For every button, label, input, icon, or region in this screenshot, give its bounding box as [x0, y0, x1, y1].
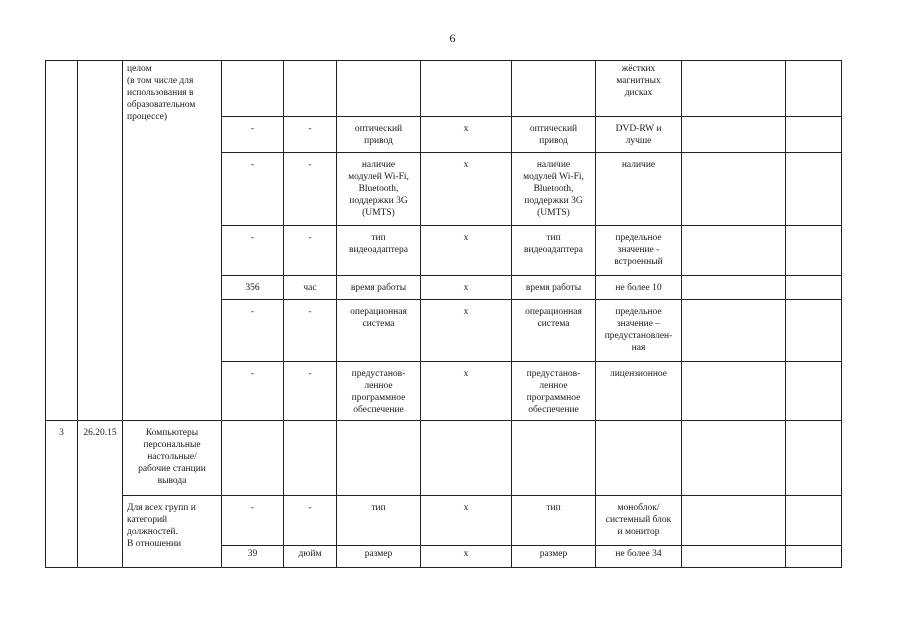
cell-empty: [682, 496, 786, 546]
cell-empty: [682, 61, 786, 117]
cell-code: -: [222, 362, 284, 421]
cell-empty: [512, 421, 596, 496]
cell-description: целом (в том числе для использования в образовательном процессе): [123, 61, 222, 421]
cell-empty: [682, 226, 786, 276]
cell-value: x: [421, 496, 512, 546]
cell-empty: [786, 61, 842, 117]
cell-empty: [284, 421, 337, 496]
cell-unit: дюйм: [284, 546, 337, 568]
cell-requirement: наличие: [596, 153, 682, 226]
cell-code: -: [222, 226, 284, 276]
requirements-table: [45, 60, 842, 568]
cell-okpd: [78, 61, 123, 421]
cell-okpd: 26.20.15: [78, 421, 123, 568]
cell-empty: [786, 300, 842, 362]
cell-num: [46, 61, 78, 421]
cell-characteristic-2: размер: [512, 546, 596, 568]
cell-code: 356: [222, 276, 284, 300]
cell-empty: [786, 546, 842, 568]
cell-characteristic-2: время работы: [512, 276, 596, 300]
cell-characteristic: оптический привод: [337, 117, 421, 153]
cell-unit: час: [284, 276, 337, 300]
cell-characteristic-2: [512, 61, 596, 117]
table-row: [46, 421, 842, 496]
cell-empty: [786, 496, 842, 546]
cell-requirement: не более 10: [596, 276, 682, 300]
cell-empty: [682, 421, 786, 496]
cell-unit: -: [284, 117, 337, 153]
cell-product-name: Компьютеры персональные настольные/ рабочие станции вывода: [123, 421, 222, 496]
table-row: [46, 496, 842, 546]
cell-value: x: [421, 226, 512, 276]
cell-unit: -: [284, 362, 337, 421]
cell-code: 39: [222, 546, 284, 568]
cell-value: x: [421, 153, 512, 226]
cell-num: 3: [46, 421, 78, 568]
cell-empty: [786, 226, 842, 276]
cell-characteristic-2: наличие модулей Wi-Fi, Bluetooth, поддержки 3G (UMTS): [512, 153, 596, 226]
cell-characteristic: операционная система: [337, 300, 421, 362]
cell-requirement: предельное значение – предустановлен- ная: [596, 300, 682, 362]
cell-unit: -: [284, 496, 337, 546]
cell-requirement: не более 34: [596, 546, 682, 568]
cell-characteristic: размер: [337, 546, 421, 568]
cell-characteristic-2: тип видеоадаптера: [512, 226, 596, 276]
cell-characteristic: предустанов- ленное программное обеспечение: [337, 362, 421, 421]
cell-requirement: моноблок/ системный блок и монитор: [596, 496, 682, 546]
cell-empty: [786, 362, 842, 421]
cell-empty: [786, 421, 842, 496]
cell-characteristic: тип: [337, 496, 421, 546]
cell-unit: [284, 61, 337, 117]
cell-value: x: [421, 362, 512, 421]
cell-unit: -: [284, 226, 337, 276]
cell-empty: [682, 300, 786, 362]
cell-empty: [682, 153, 786, 226]
cell-code: -: [222, 117, 284, 153]
cell-requirement: DVD-RW и лучше: [596, 117, 682, 153]
cell-characteristic: наличие модулей Wi-Fi, Bluetooth, поддержки 3G (UMTS): [337, 153, 421, 226]
cell-characteristic: время работы: [337, 276, 421, 300]
cell-unit: -: [284, 153, 337, 226]
cell-value: x: [421, 117, 512, 153]
cell-empty: [682, 117, 786, 153]
cell-empty: [421, 421, 512, 496]
cell-characteristic-2: тип: [512, 496, 596, 546]
cell-empty: [596, 421, 682, 496]
cell-code: [222, 61, 284, 117]
cell-characteristic-2: операционная система: [512, 300, 596, 362]
cell-code: -: [222, 300, 284, 362]
cell-characteristic: [337, 61, 421, 117]
page-number: 6: [449, 31, 456, 45]
cell-code: -: [222, 496, 284, 546]
cell-code: -: [222, 153, 284, 226]
cell-requirement: жёстких магнитных дисках: [596, 61, 682, 117]
cell-unit: -: [284, 300, 337, 362]
cell-requirement: лицензионное: [596, 362, 682, 421]
cell-characteristic-2: оптический привод: [512, 117, 596, 153]
cell-empty: [682, 362, 786, 421]
cell-empty: [786, 276, 842, 300]
cell-empty: [222, 421, 284, 496]
cell-empty: [337, 421, 421, 496]
cell-empty: [682, 546, 786, 568]
table-row: [46, 61, 842, 117]
cell-requirement: предельное значение - встроенный: [596, 226, 682, 276]
cell-value: x: [421, 300, 512, 362]
cell-empty: [682, 276, 786, 300]
cell-characteristic-2: предустанов- ленное программное обеспечение: [512, 362, 596, 421]
cell-characteristic: тип видеоадаптера: [337, 226, 421, 276]
cell-value: x: [421, 546, 512, 568]
cell-empty: [786, 117, 842, 153]
cell-value: [421, 61, 512, 117]
cell-description: Для всех групп и категорий должностей. В отношении: [123, 496, 222, 568]
cell-value: x: [421, 276, 512, 300]
cell-empty: [786, 153, 842, 226]
